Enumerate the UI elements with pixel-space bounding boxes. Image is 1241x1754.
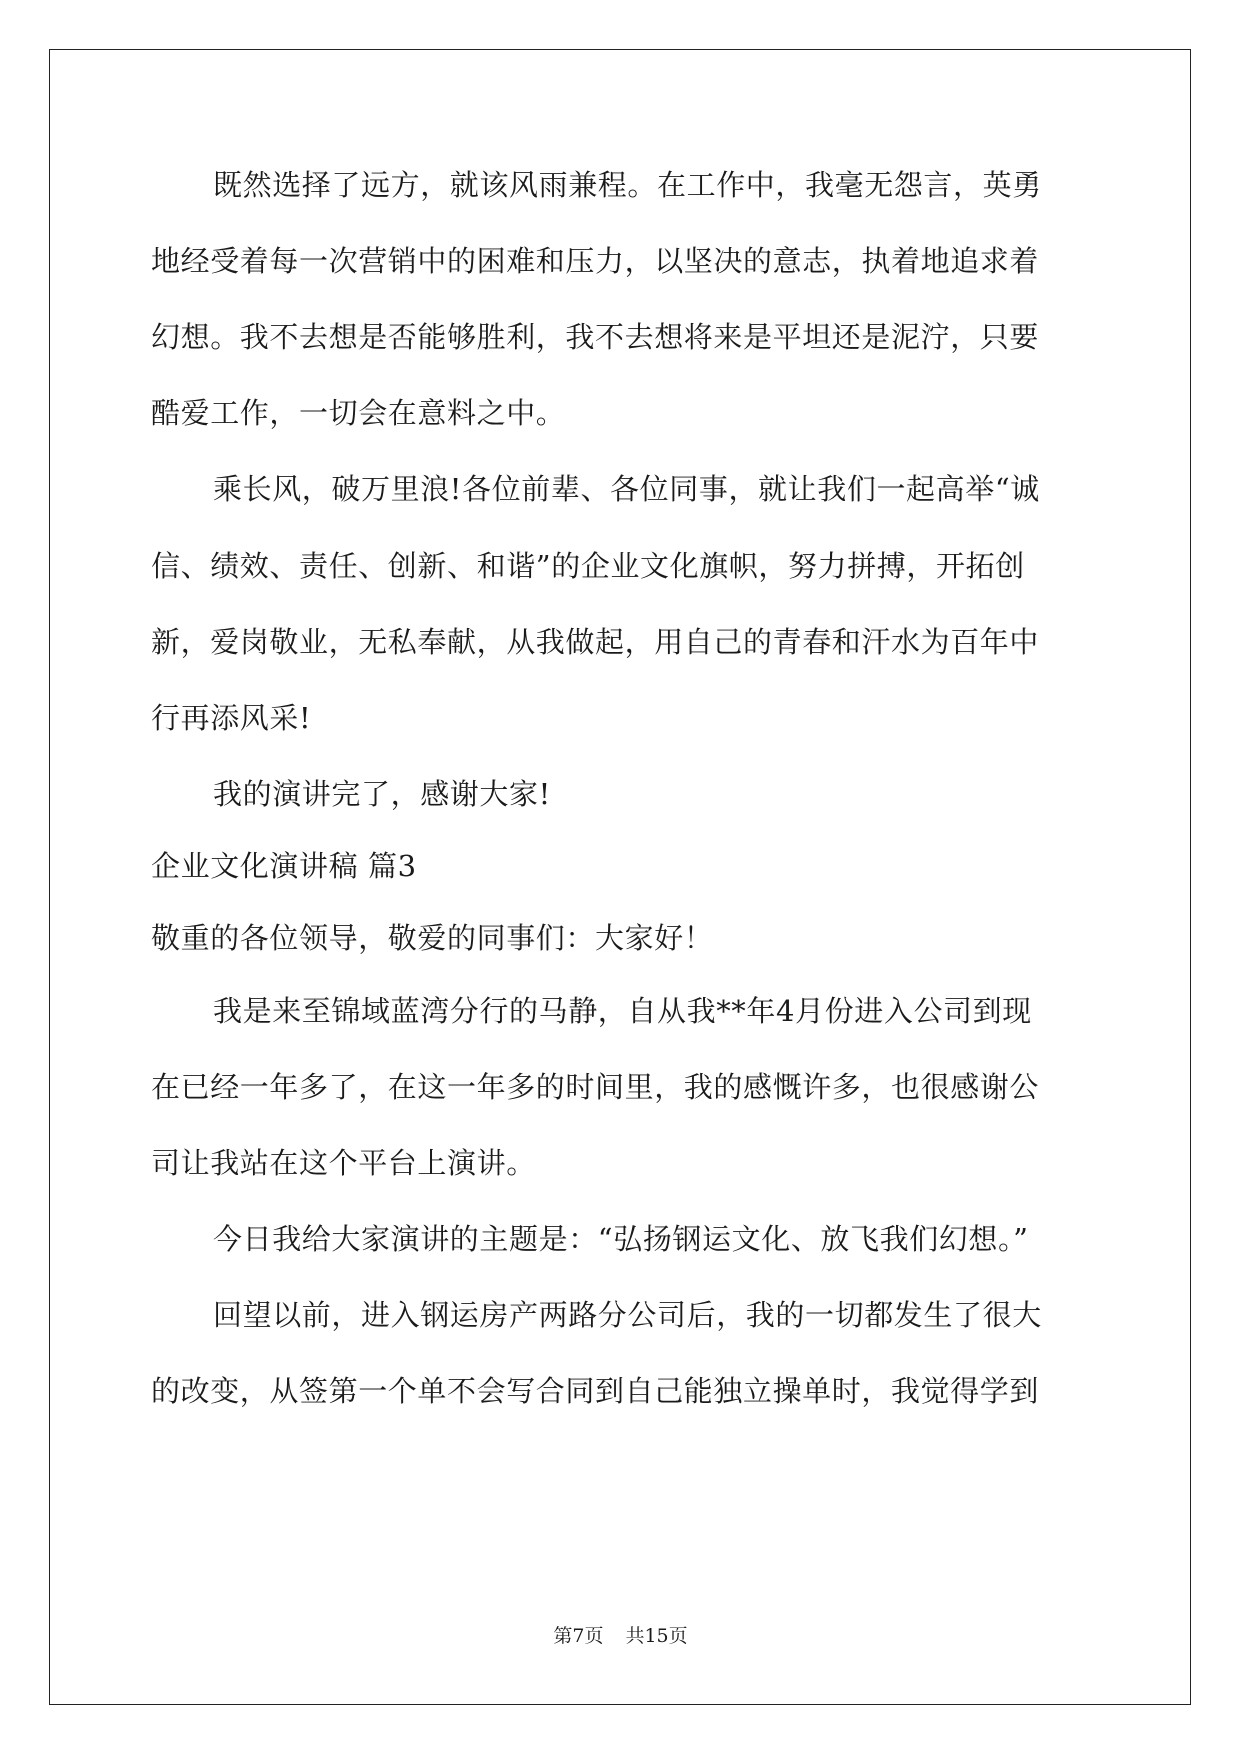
body-line: 既然选择了远方，就该风雨兼程。在工作中，我毫无怨言，英勇 <box>213 168 1042 202</box>
body-line: 幻想。我不去想是否能够胜利，我不去想将来是平坦还是泥泞，只要 <box>151 320 1040 354</box>
body-line: 信、绩效、责任、创新、和谐”的企业文化旗帜，努力拼搏，开拓创 <box>151 549 1025 583</box>
page-total: 共15页 <box>625 1625 688 1647</box>
body-line: 今日我给大家演讲的主题是：“弘扬钢运文化、放飞我们幻想。” <box>213 1222 1029 1256</box>
body-line: 行再添风采! <box>151 701 312 735</box>
body-line: 酷爱工作，一切会在意料之中。 <box>151 396 566 430</box>
body-line: 地经受着每一次营销中的困难和压力，以坚决的意志，执着地追求着 <box>151 244 1040 278</box>
page-footer <box>0 1624 1241 1648</box>
body-line: 的改变，从签第一个单不会写合同到自己能独立操单时，我觉得学到 <box>151 1374 1040 1408</box>
salutation-line: 敬重的各位领导，敬爱的同事们：大家好！ <box>151 921 714 955</box>
body-line: 乘长风，破万里浪!各位前辈、各位同事，就让我们一起高举“诚 <box>213 472 1040 506</box>
body-line: 我是来至锦域蓝湾分行的马静，自从我**年4月份进入公司到现 <box>213 994 1032 1028</box>
body-line: 新，爱岗敬业，无私奉献，从我做起，用自己的青春和汗水为百年中 <box>151 625 1040 659</box>
page-number: 第7页 <box>553 1625 604 1647</box>
section-heading: 企业文化演讲稿 篇3 <box>151 849 417 883</box>
body-line: 在已经一年多了，在这一年多的时间里，我的感慨许多，也很感谢公 <box>151 1070 1040 1104</box>
body-line: 司让我站在这个平台上演讲。 <box>151 1146 536 1180</box>
body-line: 我的演讲完了，感谢大家! <box>213 777 551 811</box>
body-line: 回望以前，进入钢运房产两路分公司后，我的一切都发生了很大 <box>213 1298 1042 1332</box>
